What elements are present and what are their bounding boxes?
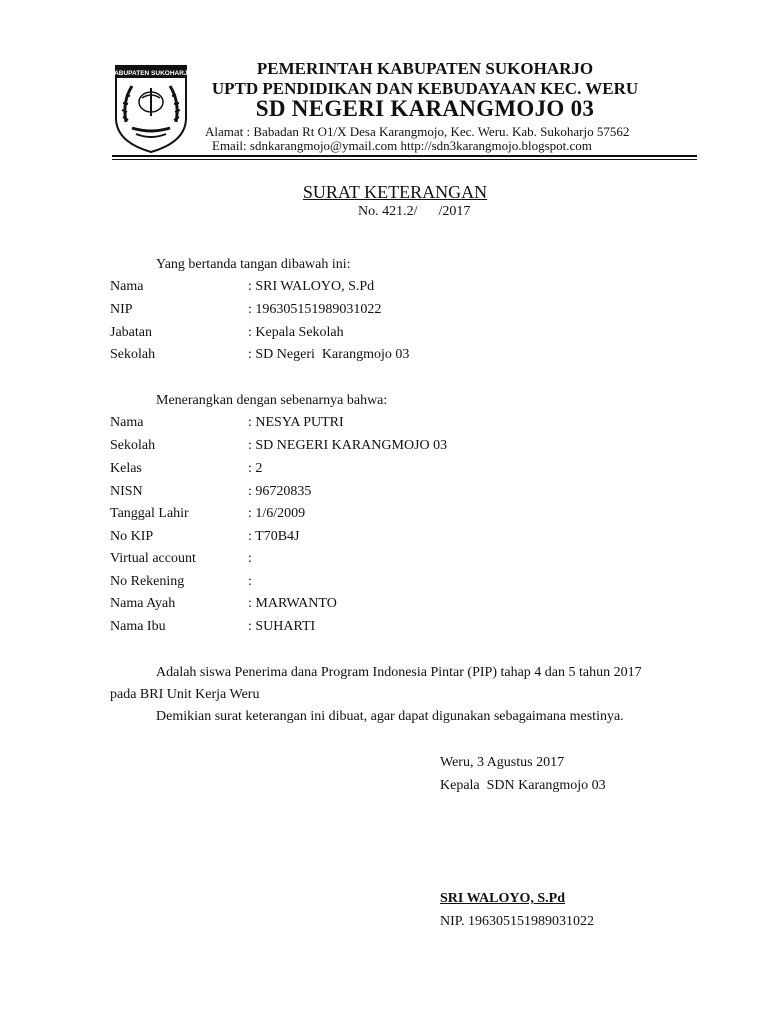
- field-value: : SD NEGERI KARANGMOJO 03: [248, 438, 448, 453]
- field-value: :: [248, 574, 252, 589]
- letter-title: SURAT KETERANGAN: [302, 182, 488, 202]
- field-label: Nama Ayah: [110, 596, 176, 611]
- field-label: Kelas: [110, 461, 142, 476]
- closing-paragraph: Demikian surat keterangan ini dibuat, agar dapat digunakan sebagaimana mestinya.: [156, 709, 624, 724]
- field-value: : 2: [248, 461, 263, 476]
- svg-text:KABUPATEN SUKOHARJO: KABUPATEN SUKOHARJO: [112, 70, 190, 77]
- field-label: Tanggal Lahir: [110, 506, 189, 521]
- body-paragraph-line2: pada BRI Unit Kerja Weru: [110, 687, 260, 702]
- signature-position: Kepala SDN Karangmojo 03: [440, 778, 606, 793]
- letterhead-contact: Email: sdnkarangmojo@ymail.com http://sdn3karangmojo.blogspot.com: [212, 138, 592, 153]
- field-value: : NESYA PUTRI: [248, 415, 344, 430]
- field-value: : T70B4J: [248, 529, 300, 544]
- signer-intro: Yang bertanda tangan dibawah ini:: [156, 257, 351, 272]
- letterhead-agency: UPTD PENDIDIKAN DAN KEBUDAYAAN KEC. WERU: [211, 79, 639, 98]
- field-label: Nama: [110, 279, 144, 294]
- field-label: No Rekening: [110, 574, 185, 589]
- body-paragraph-line1: Adalah siswa Penerima dana Program Indonesia Pintar (PIP) tahap 4 dan 5 tahun 2017: [156, 665, 642, 680]
- field-value: : SD Negeri Karangmojo 03: [248, 347, 410, 362]
- field-value: : 96720835: [248, 484, 312, 499]
- statement-intro: Menerangkan dengan sebenarnya bahwa:: [156, 393, 388, 408]
- letterhead-address: Alamat : Babadan Rt O1/X Desa Karangmojo, Kec. Weru. Kab. Sukoharjo 57562: [205, 124, 630, 139]
- letterhead-divider-thin: [112, 159, 697, 160]
- field-label: No KIP: [110, 529, 154, 544]
- signature-nip: NIP. 196305151989031022: [440, 914, 595, 929]
- field-value: : SUHARTI: [248, 619, 316, 634]
- field-label: Virtual account: [110, 551, 196, 566]
- field-value: : 1/6/2009: [248, 506, 306, 521]
- field-value: : SRI WALOYO, S.Pd: [248, 279, 375, 294]
- field-value: : MARWANTO: [248, 596, 337, 611]
- field-label: NIP: [110, 302, 133, 317]
- regency-logo: [112, 62, 190, 154]
- field-label: Sekolah: [110, 347, 156, 362]
- field-label: NISN: [110, 484, 143, 499]
- field-label: Sekolah: [110, 438, 156, 453]
- field-label: Jabatan: [110, 325, 152, 340]
- letterhead-divider-thick: [112, 155, 697, 157]
- letterhead-school-name: SD NEGERI KARANGMOJO 03: [255, 96, 595, 121]
- field-value: :: [248, 551, 252, 566]
- field-label: Nama Ibu: [110, 619, 166, 634]
- letter-number: No. 421.2/ /2017: [358, 204, 471, 219]
- letterhead-government: PEMERINTAH KABUPATEN SUKOHARJO: [256, 59, 594, 78]
- field-value: : 196305151989031022: [248, 302, 382, 317]
- field-label: Nama: [110, 415, 144, 430]
- field-value: : Kepala Sekolah: [248, 325, 344, 340]
- signature-place-date: Weru, 3 Agustus 2017: [440, 755, 565, 770]
- signature-name: SRI WALOYO, S.Pd: [440, 891, 566, 906]
